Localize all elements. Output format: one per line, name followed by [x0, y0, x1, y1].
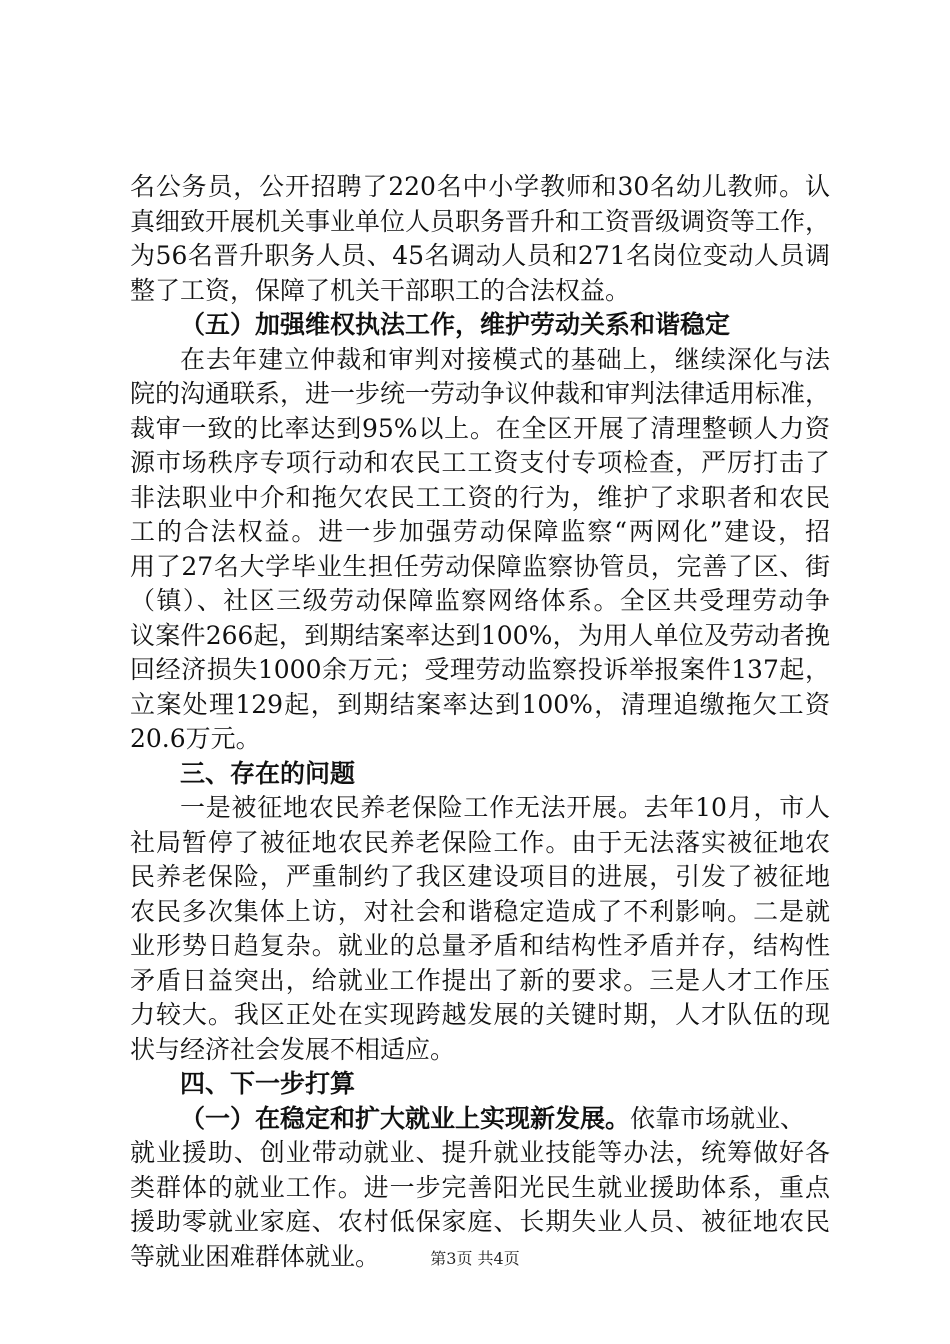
text-line: 就业援助、创业带动就业、提升就业技能等办法，统筹做好各: [130, 1138, 830, 1167]
section-heading: （五）加强维权执法工作，维护劳动关系和谐稳定: [180, 310, 731, 339]
text-line: 农民多次集体上访，对社会和谐稳定造成了不利影响。二是就: [130, 896, 830, 926]
text-line: 民养老保险，严重制约了我区建设项目的进展，引发了被征地: [130, 862, 830, 891]
page-footer: 第3页 共4页: [430, 1249, 520, 1268]
text-line: 议案件266起，到期结案率达到100%，为用人单位及劳动者挽: [130, 620, 830, 650]
section-heading-inline: （一）在稳定和扩大就业上实现新发展。: [180, 1103, 631, 1133]
text-line: 非法职业中介和拖欠农民工工资的行为，维护了求职者和农民: [130, 482, 830, 512]
text-line: 工的合法权益。进一步加强劳动保障监察“两网化”建设，招: [130, 517, 830, 546]
text-line: 院的沟通联系，进一步统一劳动争议仲裁和审判法律适用标准，: [130, 379, 831, 408]
text-line: 回经济损失1000余万元；受理劳动监察投诉举报案件137起，: [130, 655, 830, 684]
text-line: 一是被征地农民养老保险工作无法开展。去年10月，市人: [180, 793, 830, 822]
text-line: 名公务员，公开招聘了220名中小学教师和30名幼儿教师。认: [130, 172, 830, 201]
text-line: 20.6万元。: [130, 724, 261, 753]
text-line: 等就业困难群体就业。: [130, 1241, 381, 1271]
text-line: 状与经济社会发展不相适应。: [130, 1034, 456, 1064]
text-line: 矛盾日益突出，给就业工作提出了新的要求。三是人才工作压: [130, 965, 830, 995]
text-line: 用了27名大学毕业生担任劳动保障监察协管员，完善了区、街: [130, 551, 830, 581]
text-line: 在去年建立仲裁和审判对接模式的基础上，继续深化与法: [180, 344, 830, 374]
text-line: 立案处理129起，到期结案率达到100%，清理追缴拖欠工资: [130, 689, 830, 719]
text-line: 真细致开展机关事业单位人员职务晋升和工资晋级调资等工作，: [130, 206, 831, 236]
document-body: [130, 170, 830, 1274]
text-line: 援助零就业家庭、农村低保家庭、长期失业人员、被征地农民: [130, 1207, 830, 1236]
text-line: 业形势日趋复杂。就业的总量矛盾和结构性矛盾并存，结构性: [130, 931, 830, 960]
text-line: 整了工资，保障了机关干部职工的合法权益。: [130, 275, 631, 305]
paragraph-block: [130, 170, 830, 1102]
text-line: 社局暂停了被征地农民养老保险工作。由于无法落实被征地农: [130, 827, 830, 857]
section-heading: 三、存在的问题: [180, 758, 356, 788]
text-line: 为56名晋升职务人员、45名调动人员和271名岗位变动人员调: [130, 241, 830, 270]
mixed-heading-line: [130, 1102, 830, 1137]
text-line: 力较大。我区正处在实现跨越发展的关键时期，人才队伍的现: [130, 1000, 830, 1029]
text-line: （镇）、社区三级劳动保障监察网络体系。全区共受理劳动争: [130, 586, 830, 615]
text-line: 源市场秩序专项行动和农民工工资支付专项检查，严厉打击了: [130, 448, 830, 477]
text-line: 类群体的就业工作。进一步完善阳光民生就业援助体系，重点: [130, 1172, 830, 1202]
section-heading: 四、下一步打算: [180, 1069, 356, 1098]
text-line: 裁审一致的比率达到95%以上。在全区开展了清理整顿人力资: [130, 413, 830, 443]
body-text: 依靠市场就业、: [630, 1103, 806, 1133]
